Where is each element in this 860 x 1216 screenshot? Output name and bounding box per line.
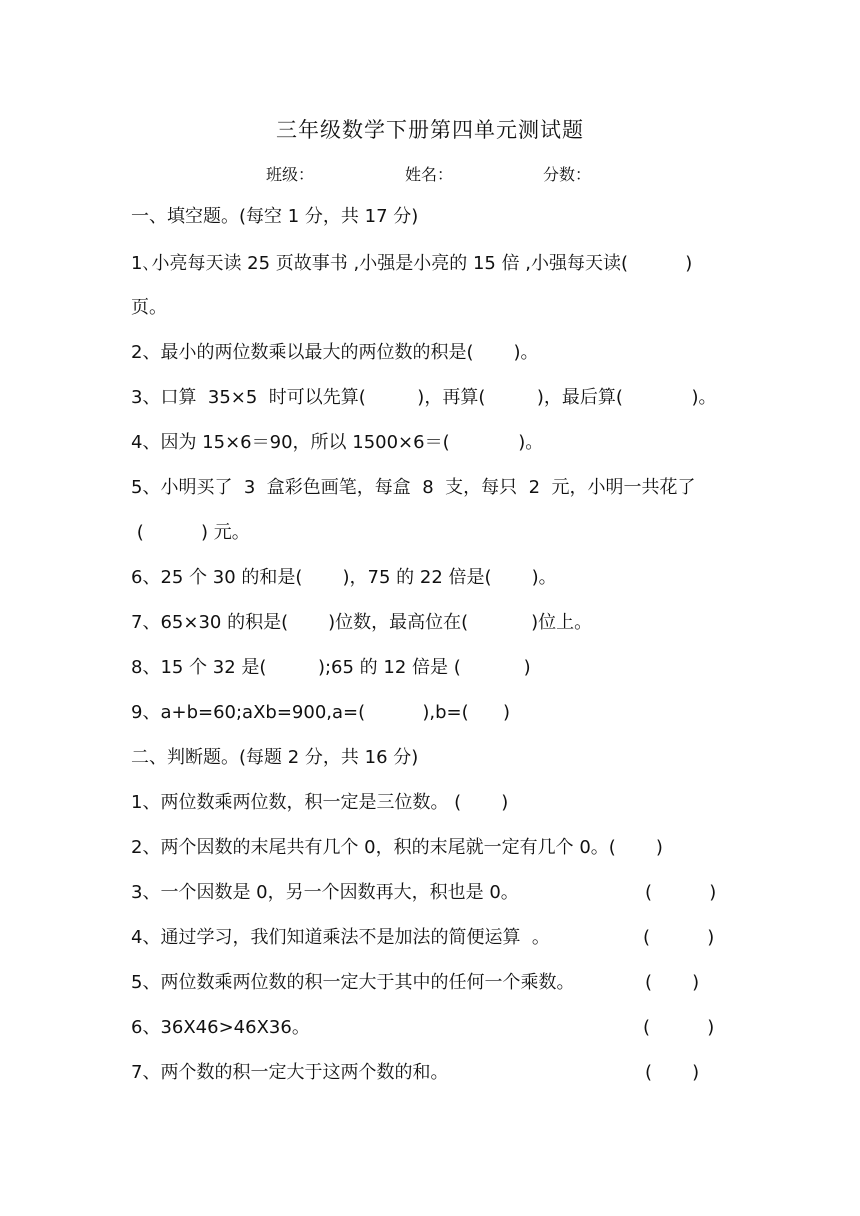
fill-question-4: 4、因为 15×6＝90，所以 1500×6＝( )。 <box>131 432 544 453</box>
fill-question-1: 1､小亮每天读 25 页故事书 ,小强是小亮的 15 倍 ,小强每天读( ) <box>131 253 693 274</box>
judge-answer-3: ( ) <box>645 882 717 903</box>
fill-question-2: 2、最小的两位数乘以最大的两位数的积是( )。 <box>131 342 539 363</box>
name-label: 姓名： <box>405 165 454 184</box>
section-heading-fill: 一、填空题。(每空 1 分，共 17 分) <box>131 206 419 227</box>
fill-question-5: 5、小明买了 3 盒彩色画笔，每盒 8 支，每只 2 元，小明一共花了 <box>131 477 696 498</box>
judge-answer-4: ( ) <box>643 927 715 948</box>
judge-question-1: 1、两位数乘两位数，积一定是三位数。 ( ) <box>131 792 509 813</box>
fill-question-8: 8、15 个 32 是( );65 的 12 倍是 ( ) <box>131 657 531 678</box>
fill-question-6: 6、25 个 30 的和是( )，75 的 22 倍是( )。 <box>131 567 557 588</box>
fill-question-3: 3、口算 35×5 时可以先算( )，再算( )，最后算( )。 <box>131 387 717 408</box>
judge-answer-7: ( ) <box>645 1062 700 1083</box>
section-heading-judge: 二、判断题。(每题 2 分，共 16 分) <box>131 747 419 768</box>
class-label: 班级： <box>266 165 315 184</box>
page-title: 三年级数学下册第四单元测试题 <box>276 118 584 142</box>
fill-question-1-cont: 页。 <box>131 297 167 318</box>
judge-question-4: 4、通过学习，我们知道乘法不是加法的简便运算 。 <box>131 927 550 948</box>
judge-question-6: 6、36Ⅹ46>46Ⅹ36。 <box>131 1017 310 1038</box>
fill-question-7: 7、65×30 的积是( )位数，最高位在( )位上。 <box>131 612 593 633</box>
score-label: 分数： <box>543 165 592 184</box>
judge-question-7: 7、两个数的积一定大于这两个数的和。 <box>131 1062 449 1083</box>
fill-question-5-cont: ( ) 元。 <box>131 522 250 543</box>
fill-question-9: 9、a+b=60;aⅩb=900,a=( ),b=( ) <box>131 702 510 723</box>
judge-question-2: 2、两个因数的末尾共有几个 0，积的末尾就一定有几个 0。( ) <box>131 837 663 858</box>
judge-answer-5: ( ) <box>645 972 700 993</box>
judge-question-3: 3、一个因数是 0，另一个因数再大，积也是 0。 <box>131 882 519 903</box>
judge-answer-6: ( ) <box>643 1017 715 1038</box>
judge-question-5: 5、两位数乘两位数的积一定大于其中的任何一个乘数。 <box>131 972 575 993</box>
